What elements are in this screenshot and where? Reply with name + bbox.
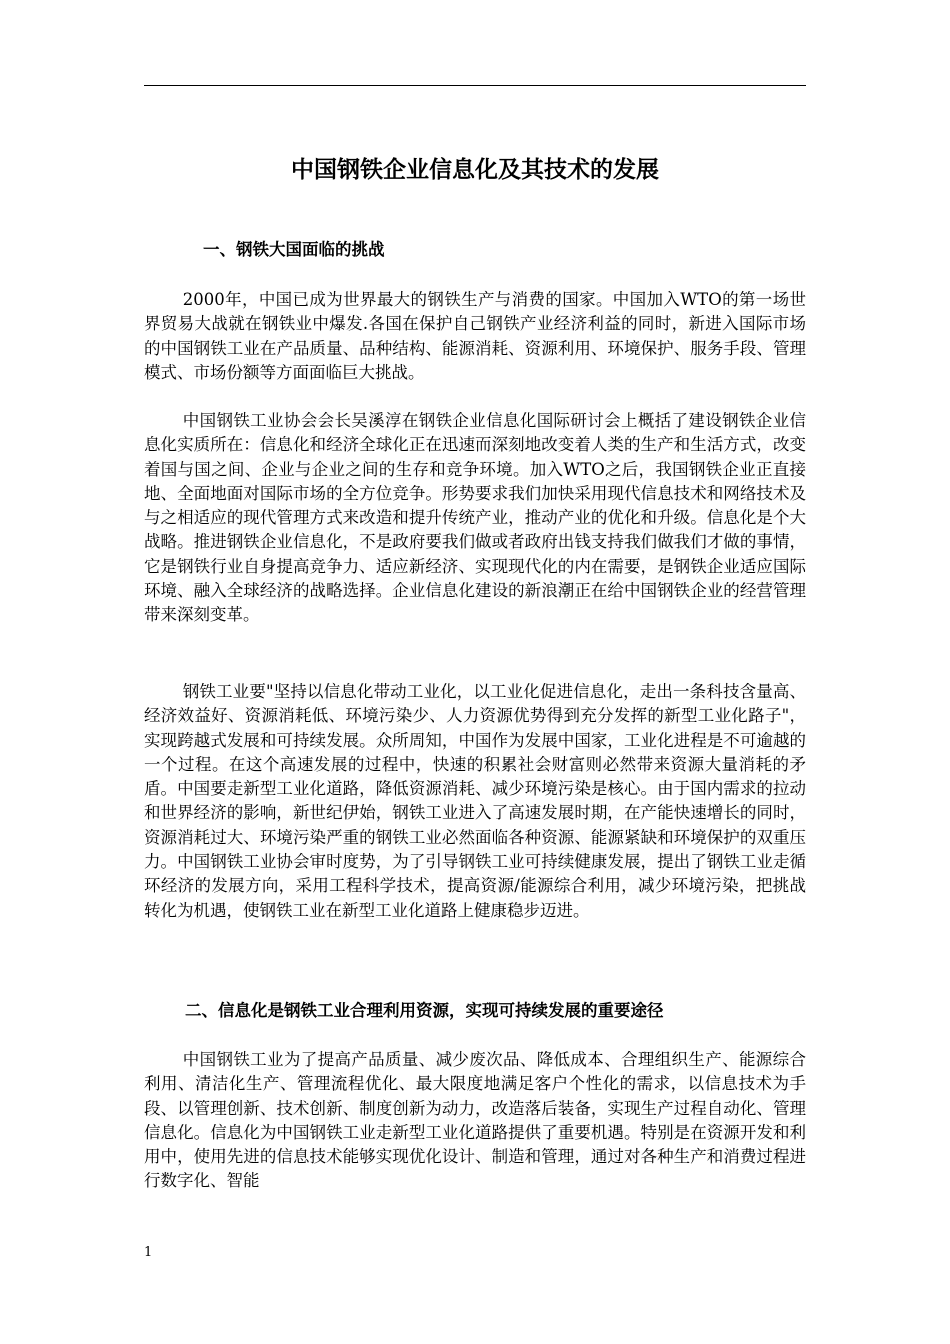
- paragraph: 中国钢铁工业为了提高产品质量、减少废次品、降低成本、合理组织生产、能源综合利用、清洁化生产、管理流程优化、最大限度地满足客户个性化的需求，以信息技术为手段、以管理创新、技术创新、制度创新为动力，改造落后装备，实现生产过程自动化、管理信息化。信息化为中国钢铁工业走新型工业化道路提供了重要机遇。特别是在资源开发和利用中，使用先进的信息技术能够实现优化设计、制造和管理，通过对各种生产和消费过程进行数字化、智能: [144, 1050, 806, 1191]
- section-heading-challenges: 一、钢铁大国面临的挑战: [203, 240, 385, 259]
- paragraph: 2000年，中国已成为世界最大的钢铁生产与消费的国家。中国加入WTO的第一场世界贸易大战就在钢铁业中爆发.各国在保护自己钢铁产业经济利益的同时，新进入国际市场的中国钢铁工业在产品质量、品种结构、能源消耗、资源利用、环境保护、服务手段、管理模式、市场份额等方面面临巨大挑战。: [144, 290, 806, 382]
- page-number: 1: [144, 1245, 153, 1260]
- paragraph: 钢铁工业要"坚持以信息化带动工业化，以工业化促进信息化，走出一条科技含量高、经济效益好、资源消耗低、环境污染少、人力资源优势得到充分发挥的新型工业化路子"，实现跨越式发展和可持续发展。众所周知，中国作为发展中国家，工业化进程是不可逾越的一个过程。在这个高速发展的过程中，快速的积累社会财富则必然带来资源大量消耗的矛盾。中国要走新型工业化道路，降低资源消耗、减少环境污染是核心。由于国内需求的拉动和世界经济的影响，新世纪伊始，钢铁工业进入了高速发展时期，在产能快速增长的同时，资源消耗过大、环境污染严重的钢铁工业必然面临各种资源、能源紧缺和环境保护的双重压力。中国钢铁工业协会审时度势，为了引导钢铁工业可持续健康发展，提出了钢铁工业走循环经济的发展方向，采用工程科学技术，提高资源/能源综合利用，减少环境污染，把挑战转化为机遇，使钢铁工业在新型工业化道路上健康稳步迈进。: [144, 682, 806, 920]
- section-heading-informatization: 二、信息化是钢铁工业合理利用资源，实现可持续发展的重要途径: [185, 1001, 664, 1020]
- paragraph: 中国钢铁工业协会会长吴溪淳在钢铁企业信息化国际研讨会上概括了建设钢铁企业信息化实质所在：信息化和经济全球化正在迅速而深刻地改变着人类的生产和生活方式，改变着国与国之间、企业与企业之间的生存和竞争环境。加入WTO之后，我国钢铁企业正直接地、全面地面对国际市场的全方位竞争。形势要求我们加快采用现代信息技术和网络技术及与之相适应的现代管理方式来改造和提升传统产业，推动产业的优化和升级。信息化是个大战略。推进钢铁企业信息化，不是政府要我们做或者政府出钱支持我们做我们才做的事情，它是钢铁行业自身提高竞争力、适应新经济、实现现代化的内在需要，是钢铁企业适应国际环境、融入全球经济的战略选择。企业信息化建设的新浪潮正在给中国钢铁企业的经营管理带来深刻变革。: [144, 411, 806, 625]
- header-rule: [144, 85, 806, 86]
- document-title: 中国钢铁企业信息化及其技术的发展: [291, 157, 659, 183]
